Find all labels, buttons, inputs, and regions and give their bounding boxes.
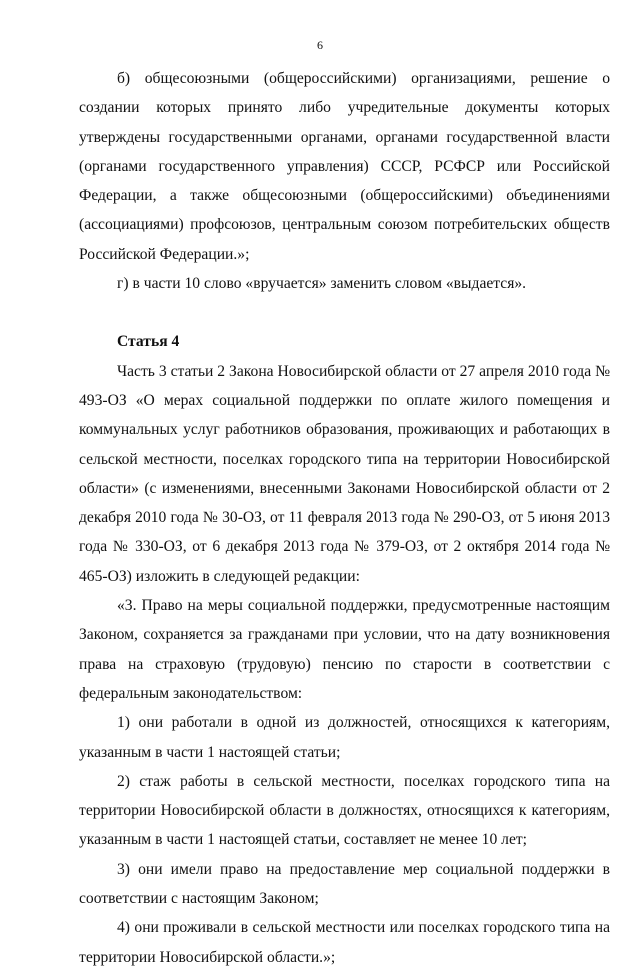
paragraph-item-2: 2) стаж работы в сельской местности, поселках городского типа на территории Новосибирской области в должностях, относящихся к категориям, указанным в части 1 настоящей статьи, составляет не менее 10 лет; xyxy=(79,772,610,849)
paragraph-item-3: 3) они имели право на предоставление мер социальной поддержки в соответствии с настоящим Законом; xyxy=(79,860,610,908)
paragraph-item-4: 4) они проживали в сельской местности или поселках городского типа на территории Новосибирской области.»; xyxy=(79,919,610,966)
paragraph-article-intro: Часть 3 статьи 2 Закона Новосибирской области от 27 апреля 2010 года № 493-ОЗ «О мерах социальной поддержки по оплате жилого помещения и коммунальных услуг работников образования, проживающих и работающих в сельской местности, поселках городского типа на территории Новосибирской области» (с изменениями, внесенными Законами Новосибирской области от 2 декабря 2010 года № 30-ОЗ, от 11 февраля 2013 года № 290-ОЗ, от 5 июня 2013 года № 330-ОЗ, от 6 декабря 2013 года № 379-ОЗ, от 2 октября 2014 года № 465-ОЗ) изложить в следующей редакции: xyxy=(79,362,610,585)
paragraph-item-1: 1) они работали в одной из должностей, относящихся к категориям, указанным в части 1 настоящей статьи; xyxy=(79,714,610,761)
article-heading: Статья 4 xyxy=(117,333,180,351)
paragraph-subitem-g: г) в части 10 слово «вручается» заменить словом «выдается». xyxy=(117,275,527,293)
paragraph-subitem-b: б) общесоюзными (общероссийскими) организациями, решение о создании которых принято либо учредительные документы которых утверждены государственными органами, органами государственной власти (органами государственного управления) СССР, РСФСР или Российской Федерации, а также общесоюзными (общероссийскими) объединениями (ассоциациями) профсоюзов, центральным союзом потребительских обществ Российской Федерации.»; xyxy=(79,70,610,263)
page-number: 6 xyxy=(317,38,323,52)
document-body xyxy=(79,64,610,972)
paragraph-part-3: «3. Право на меры социальной поддержки, предусмотренные настоящим Законом, сохраняется за гражданами при условии, что на дату возникновения права на страховую (трудовую) пенсию по старости в соответствии с федеральным законодательством: xyxy=(79,597,610,702)
